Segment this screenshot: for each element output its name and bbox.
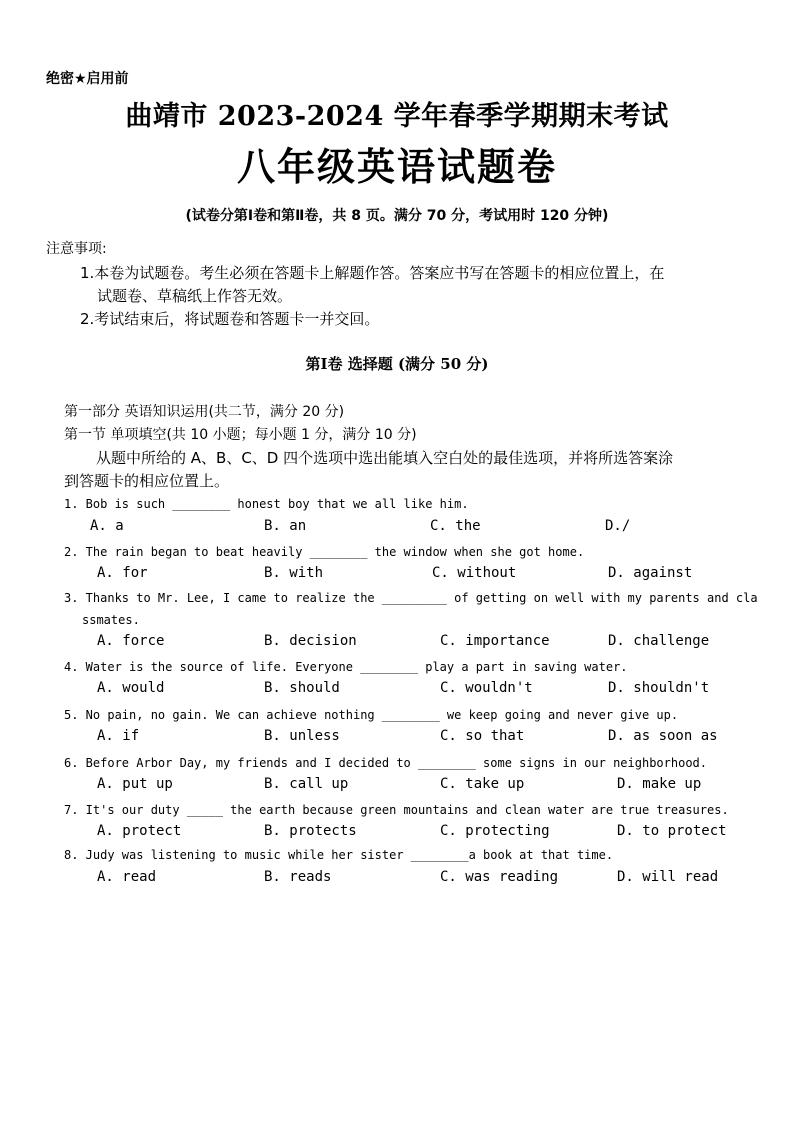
option-b: B. with	[264, 565, 324, 581]
option-b: B. call up	[264, 776, 349, 792]
option-b: B. protects	[264, 823, 357, 839]
option-d: D./	[605, 518, 631, 534]
instruction-line-1: 从题中所给的 A、B、C、D 四个选项中选出能填入空白处的最佳选项，并将所选答案涂	[96, 449, 674, 467]
option-d: D. make up	[617, 776, 702, 792]
option-a: A. force	[97, 633, 165, 649]
question-stem: 1. Bob is such ________ honest boy that we all like him.	[64, 497, 469, 511]
option-d: D. shouldn't	[608, 680, 710, 696]
exam-title: 曲靖市 2023-2024 学年春季学期期末考试	[125, 101, 669, 132]
note-item-1-cont: 试题卷、草稿纸上作答无效。	[97, 287, 293, 305]
notes-heading: 注意事项:	[46, 241, 107, 257]
part-title: 第Ⅰ卷 选择题 (满分 50 分)	[305, 355, 489, 373]
option-a: A. if	[97, 728, 140, 744]
note-item-2: 2.考试结束后，将试题卷和答题卡一并交回。	[80, 310, 380, 328]
question-stem: 5. No pain, no gain. We can achieve nothing ________ we keep going and never give up.	[64, 708, 679, 722]
option-d: D. to protect	[617, 823, 727, 839]
option-a: A. put up	[97, 776, 173, 792]
option-c: C. was reading	[440, 869, 559, 885]
question-stem: 6. Before Arbor Day, my friends and I decided to ________ some signs in our neighborhood.	[64, 756, 707, 770]
confidential-label: 绝密★启用前	[46, 71, 129, 87]
option-a: A. would	[97, 680, 165, 696]
question-stem-cont: ssmates.	[82, 613, 140, 627]
question-stem: 3. Thanks to Mr. Lee, I came to realize the _________ of getting on well with my parents and cla	[64, 591, 758, 605]
option-b: B. reads	[264, 869, 332, 885]
question-stem: 8. Judy was listening to music while her sister ________a book at that time.	[64, 848, 614, 862]
option-d: D. challenge	[608, 633, 710, 649]
subsection-title: 第一节 单项填空(共 10 小题；每小题 1 分，满分 10 分)	[64, 427, 417, 443]
option-c: C. wouldn't	[440, 680, 533, 696]
option-c: C. protecting	[440, 823, 550, 839]
option-c: C. the	[430, 518, 481, 534]
instruction-line-2: 到答题卡的相应位置上。	[64, 472, 230, 490]
option-c: C. without	[432, 565, 517, 581]
question-stem: 4. Water is the source of life. Everyone ________ play a part in saving water.	[64, 660, 628, 674]
option-d: D. against	[608, 565, 693, 581]
option-d: D. will read	[617, 869, 719, 885]
question-stem: 7. It's our duty _____ the earth because green mountains and clean water are true treasures.	[64, 803, 729, 817]
note-item-1: 1.本卷为试题卷。考生必须在答题卡上解题作答。答案应书写在答题卡的相应位置上，在	[80, 264, 665, 282]
section-title: 第一部分 英语知识运用(共二节，满分 20 分)	[64, 404, 345, 420]
option-b: B. decision	[264, 633, 357, 649]
option-a: A. protect	[97, 823, 182, 839]
option-c: C. so that	[440, 728, 525, 744]
option-c: C. take up	[440, 776, 525, 792]
option-a: A. read	[97, 869, 157, 885]
option-b: B. should	[264, 680, 340, 696]
option-c: C. importance	[440, 633, 550, 649]
paper-info: (试卷分第Ⅰ卷和第Ⅱ卷，共 8 页。满分 70 分，考试用时 120 分钟)	[185, 208, 609, 224]
option-d: D. as soon as	[608, 728, 718, 744]
option-a: A. a	[90, 518, 124, 534]
paper-title: 八年级英语试题卷	[236, 144, 557, 189]
option-b: B. unless	[264, 728, 340, 744]
question-stem: 2. The rain began to beat heavily ________ the window when she got home.	[64, 545, 585, 559]
option-b: B. an	[264, 518, 307, 534]
option-a: A. for	[97, 565, 148, 581]
